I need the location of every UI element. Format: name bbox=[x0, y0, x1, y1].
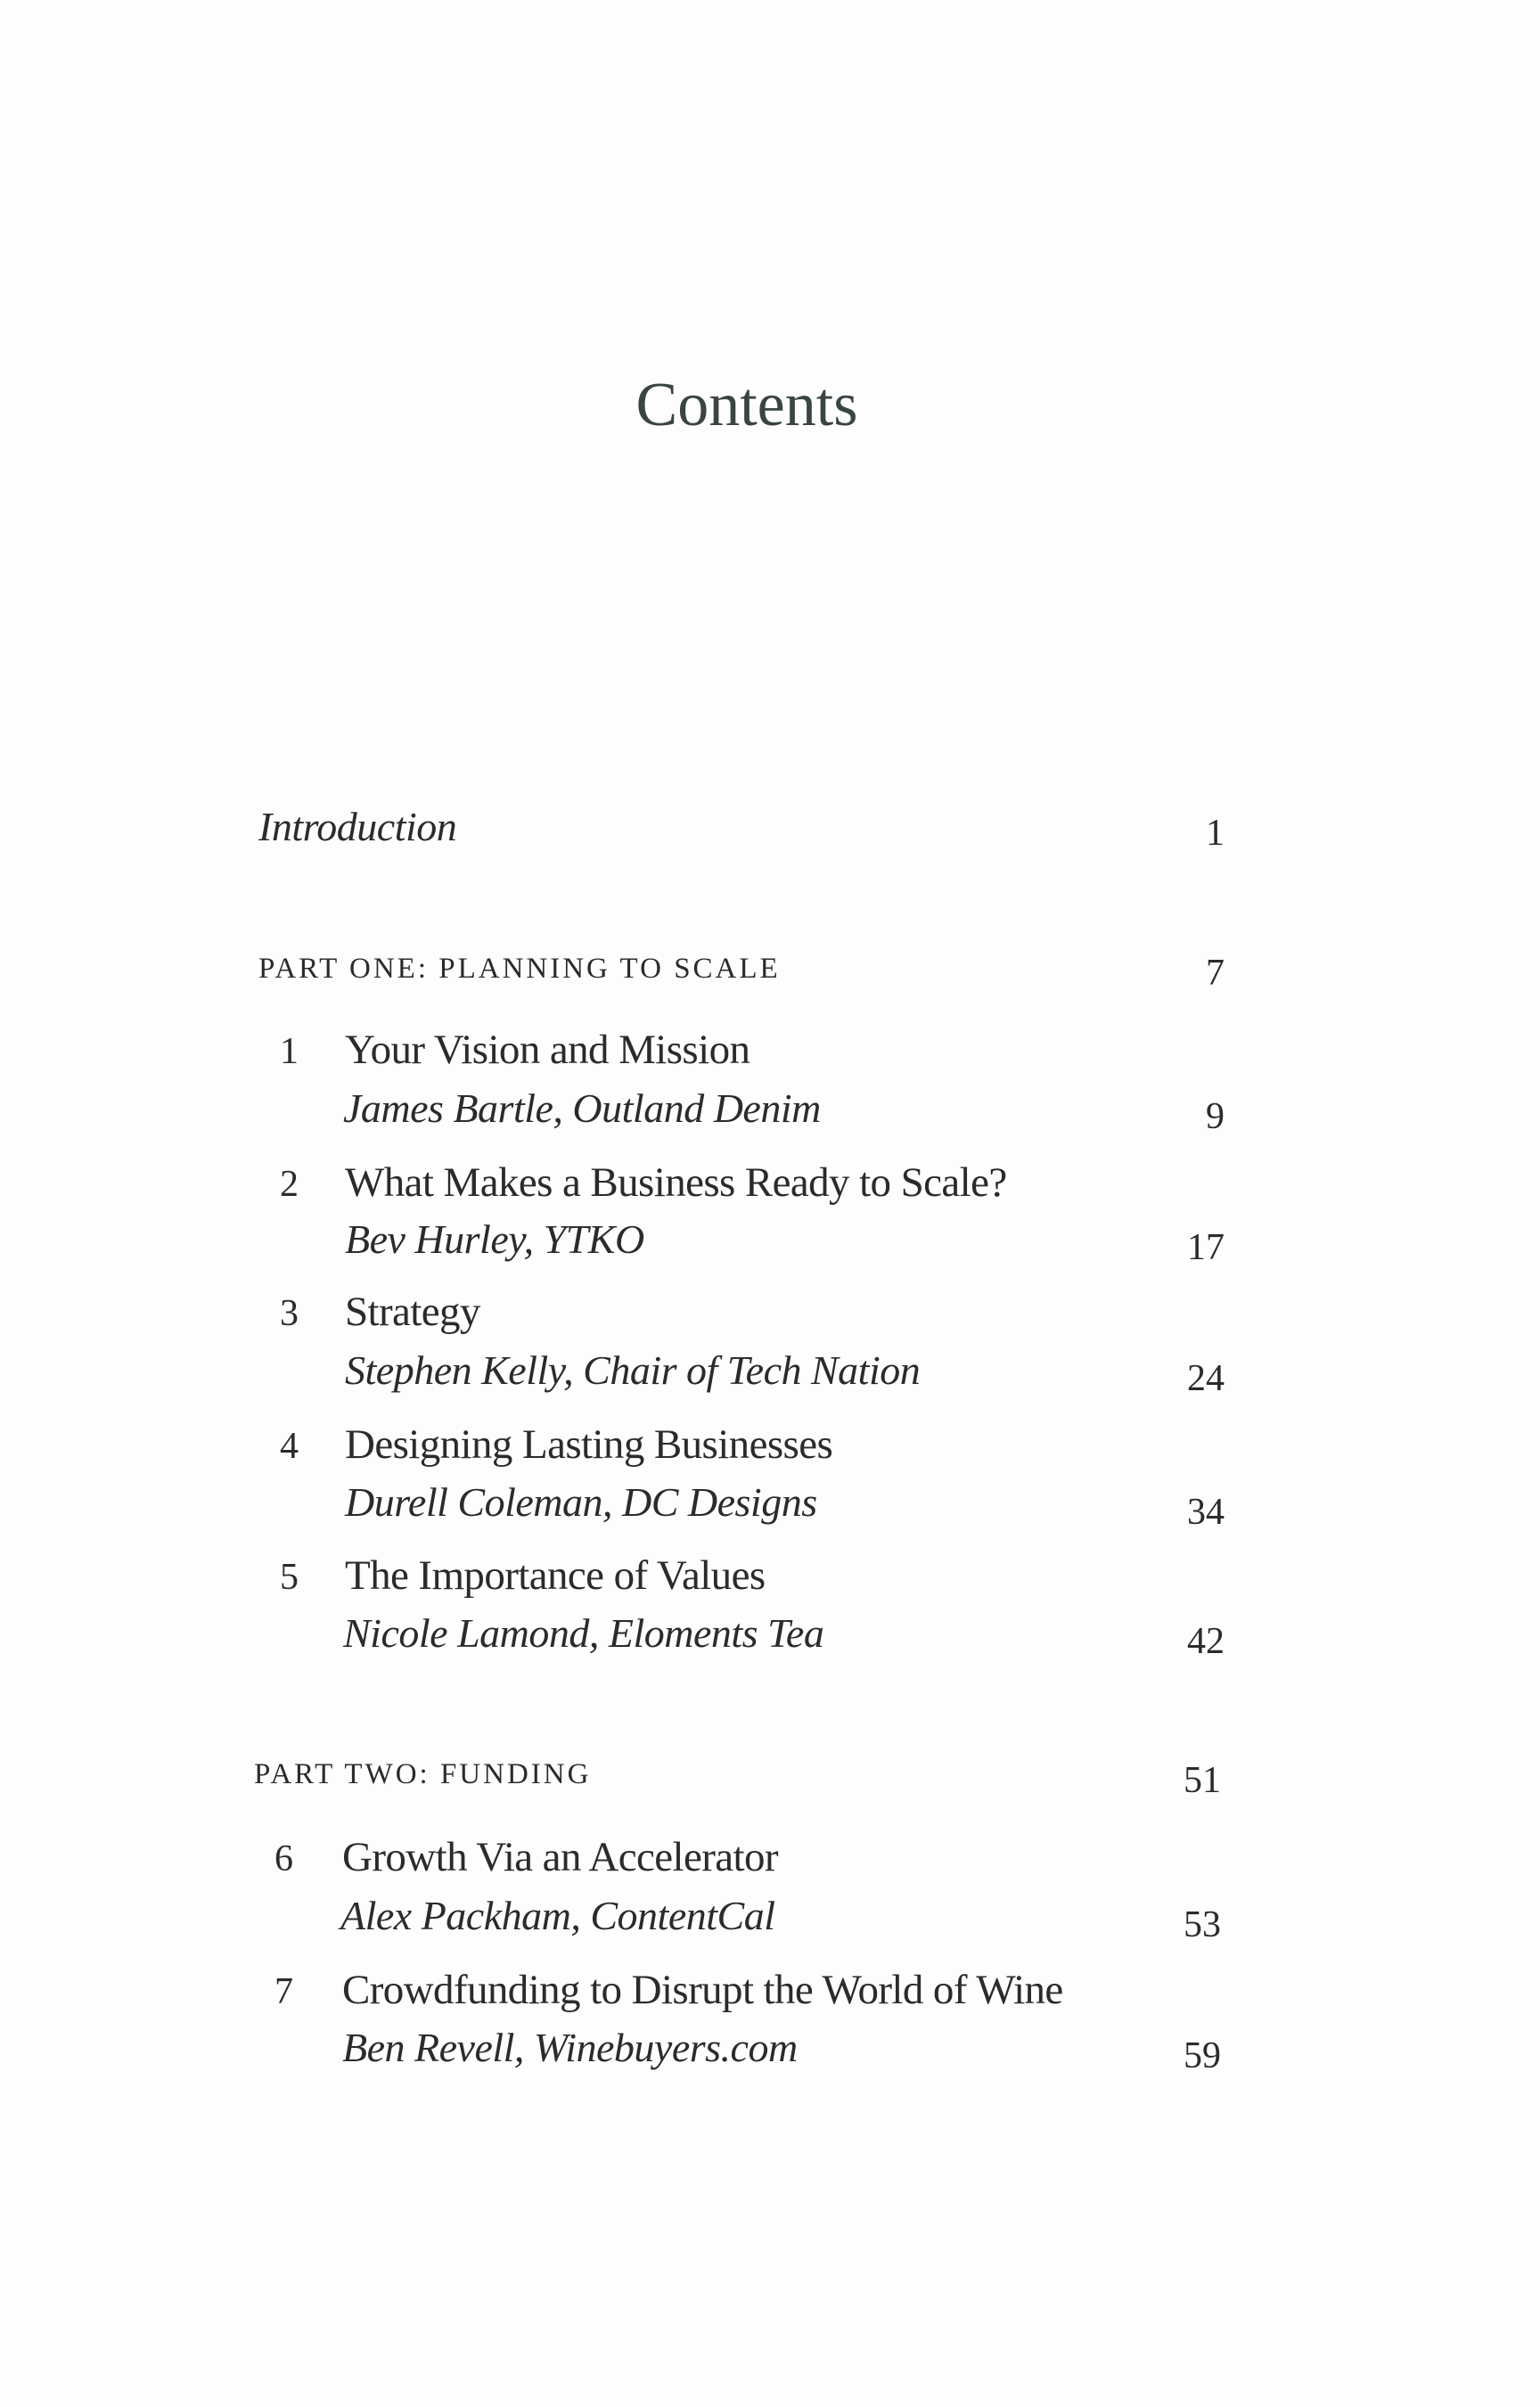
chapter-page: 53 bbox=[1184, 1904, 1221, 1945]
chapter-title: Crowdfunding to Disrupt the World of Wine bbox=[342, 1967, 1063, 2013]
chapter-page: 59 bbox=[1184, 2035, 1221, 2076]
chapter-title: The Importance of Values bbox=[345, 1552, 766, 1599]
part-title: PART ONE: PLANNING TO SCALE bbox=[258, 953, 781, 985]
chapter-page: 17 bbox=[1187, 1227, 1225, 1268]
chapter-number: 4 bbox=[280, 1426, 299, 1467]
chapter-page: 42 bbox=[1187, 1621, 1225, 1662]
chapter-number: 7 bbox=[274, 1971, 293, 2012]
chapter-number: 5 bbox=[280, 1557, 299, 1598]
chapter-author: Bev Hurley, YTKO bbox=[345, 1216, 644, 1262]
chapter-number: 1 bbox=[280, 1031, 299, 1072]
chapter-author: James Bartle, Outland Denim bbox=[343, 1085, 821, 1131]
part-title: PART TWO: FUNDING bbox=[254, 1758, 592, 1790]
chapter-author: Nicole Lamond, Eloments Tea bbox=[343, 1610, 824, 1656]
chapter-title: Growth Via an Accelerator bbox=[342, 1834, 778, 1880]
chapter-title: Your Vision and Mission bbox=[345, 1027, 750, 1073]
part-page: 51 bbox=[1184, 1760, 1221, 1801]
chapter-number: 3 bbox=[280, 1293, 299, 1334]
chapter-page: 34 bbox=[1187, 1492, 1225, 1533]
chapter-title: What Makes a Business Ready to Scale? bbox=[345, 1159, 1007, 1206]
chapter-author: Ben Revell, Winebuyers.com bbox=[342, 2025, 798, 2070]
entry-page: 1 bbox=[1206, 813, 1225, 854]
chapter-page: 9 bbox=[1206, 1096, 1225, 1137]
entry-title: Introduction bbox=[258, 804, 457, 849]
chapter-author: Alex Packham, ContentCal bbox=[340, 1893, 775, 1938]
chapter-page: 24 bbox=[1187, 1358, 1225, 1399]
part-page: 7 bbox=[1206, 953, 1225, 994]
chapter-title: Designing Lasting Businesses bbox=[345, 1421, 833, 1468]
chapter-author: Durell Coleman, DC Designs bbox=[345, 1479, 817, 1525]
chapter-number: 6 bbox=[274, 1838, 293, 1879]
chapter-number: 2 bbox=[280, 1164, 299, 1205]
chapter-title: Strategy bbox=[345, 1289, 480, 1335]
page-title: Contents bbox=[635, 371, 858, 439]
chapter-author: Stephen Kelly, Chair of Tech Nation bbox=[345, 1347, 921, 1393]
